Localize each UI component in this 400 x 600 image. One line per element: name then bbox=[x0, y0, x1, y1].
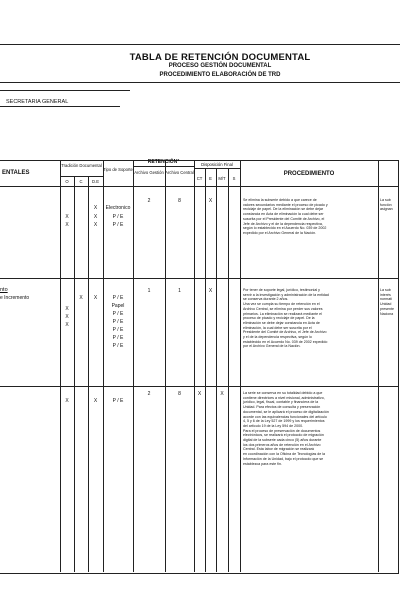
col-c: C bbox=[79, 179, 83, 184]
o-mark: X bbox=[65, 306, 69, 312]
col-o: O bbox=[65, 179, 69, 184]
gestion-years: 2 bbox=[147, 391, 151, 397]
document-title: TABLA DE RETENCIÓN DOCUMENTAL bbox=[129, 52, 311, 63]
col-line bbox=[240, 160, 241, 572]
archivo-gestion-header: Archivo Gestión bbox=[134, 170, 164, 175]
col-de: D.E bbox=[92, 179, 99, 184]
col-s: S bbox=[232, 176, 236, 181]
central-years: 8 bbox=[178, 198, 181, 204]
tradicion-sub-rule bbox=[60, 176, 103, 177]
tradicion-sub-col bbox=[88, 176, 89, 572]
tradicion-header: Tradición Documental bbox=[61, 163, 102, 168]
central-years: 8 bbox=[178, 391, 181, 397]
next-column-text: La sub función asignan bbox=[380, 198, 393, 212]
disposicion-sub-col bbox=[228, 168, 229, 572]
soporte-header: Tipo de Soporte bbox=[103, 167, 133, 172]
soporte-value: P / E bbox=[112, 295, 124, 301]
central-years: 1 bbox=[178, 288, 181, 294]
procedimiento-text: La serie se conserva en su totalidad debido a que contiene directrices a nivel misional, administrativo, jurídico, legal, fiscal, contable y financiera de la Unidad. Para efectos de consulta y preservación documental, se le aplicará el proceso de digitalización acorde con las equivalencias funcionales del artículo 4, 5 y 6 de la Ley 527 de 1999 y los requerimientos del artículo 19 de la Ley 594 de 2000. Para el proceso de preservación de documentos electrónicos, se realizará el protocolo de migración digital de la subserie cada cinco (5) años durante los dos primeros años de retención en el Archivo Central. Esta labor de migración se realizará en coordinación con la Oficina de Tecnologías de la Información de la Unidad, bajo el protocolo que se establezca para este fin. bbox=[243, 391, 329, 466]
c-mark: X bbox=[93, 295, 98, 301]
o-mark: X bbox=[65, 222, 69, 228]
office-name: SECRETARIA GENERAL bbox=[6, 99, 69, 105]
col-e: E bbox=[209, 176, 212, 181]
retencion-sub-rule bbox=[133, 166, 194, 167]
retencion-header: RETENCIÓN* bbox=[147, 159, 180, 165]
o-mark: X bbox=[65, 214, 69, 220]
procedure-subtitle: PROCEDIMIENTO ELABORACIÓN DE TRD bbox=[159, 72, 281, 78]
top-rule bbox=[0, 44, 400, 45]
mt-mark: X bbox=[220, 391, 224, 397]
header-rule bbox=[0, 82, 400, 83]
col-line bbox=[165, 160, 166, 572]
gestion-years: 1 bbox=[147, 288, 151, 294]
de-mark: X bbox=[93, 214, 98, 220]
retencion-sub-col bbox=[133, 166, 134, 186]
de-mark: X bbox=[93, 205, 98, 211]
tradicion-sub-col bbox=[74, 176, 75, 572]
e-mark: X bbox=[208, 288, 213, 294]
archivo-central-header: Archivo Central bbox=[165, 170, 194, 175]
disposicion-sub-rule bbox=[194, 168, 240, 169]
o-mark: X bbox=[65, 322, 69, 328]
col-line bbox=[133, 160, 134, 572]
ct-mark: X bbox=[197, 391, 202, 397]
de-mark: X bbox=[93, 398, 98, 404]
next-column-text: La sub interés normati Unidad presente Naciona bbox=[380, 288, 394, 316]
soporte-value: P / E bbox=[112, 343, 124, 349]
soporte-value: P / E bbox=[112, 311, 124, 317]
series-header: ENTALES bbox=[2, 170, 30, 176]
soporte-value: P / E bbox=[112, 319, 124, 325]
col-ct: CT bbox=[196, 176, 203, 181]
process-subtitle: PROCESO GESTIÓN DOCUMENTAL bbox=[168, 63, 272, 69]
procedimiento-text: Se elimina la subserie debido a que carece de valores secundarios mediante el proceso de picado y reciclaje de papel. De la eliminación se debe dejar constancia en Acta de eliminación la cual debe ser suscrita por el Presidente del Comité de Archivo, el Jefe de Archivo y el de la dependencia respectiva, según lo establecido en el Acuerdo No. 039 de 2002 expedido por el Archivo General de la Nación. bbox=[243, 198, 328, 235]
subserie-name: nto bbox=[0, 287, 8, 293]
soporte-value: P / E bbox=[112, 398, 124, 404]
col-line bbox=[378, 160, 379, 572]
disposicion-sub-col bbox=[216, 168, 217, 572]
header-sub-rule bbox=[0, 90, 130, 91]
procedimiento-text: Por tener de soporte legal, jurídico, testimonial y servir a la investigación y administración de la entidad se conserva durante 2 años. Una vez se cumpla su tiempo de retención en el Archivo Central, se elimina por perder sus valores primarios. La eliminación se realizará mediante el proceso de picado y reciclaje de papel. De la eliminación se debe dejar constancia en Acta de eliminación, la cual debe ser suscrita por el Presidente del Comité de Archivo, el Jefe de Archivo y el de la dependencia respectiva, según lo establecido en el Acuerdo No. 039 de 2002 expedido por el Archivo General de la Nación. bbox=[243, 288, 329, 349]
o-mark: X bbox=[65, 398, 69, 404]
disposicion-header: Disposición Final bbox=[201, 162, 233, 167]
soporte-value: Papel bbox=[111, 303, 125, 309]
soporte-value: Electronico bbox=[105, 205, 131, 211]
soporte-value: P / E bbox=[112, 335, 124, 341]
soporte-value: P / E bbox=[112, 222, 124, 228]
disposicion-sub-col bbox=[205, 168, 206, 572]
de-mark: X bbox=[93, 222, 98, 228]
o-mark: X bbox=[65, 314, 69, 320]
e-mark: X bbox=[208, 198, 213, 204]
subserie-name: e Incremento bbox=[0, 295, 30, 301]
soporte-value: P / E bbox=[112, 214, 124, 220]
office-underline bbox=[0, 106, 120, 107]
gestion-years: 2 bbox=[147, 198, 151, 204]
soporte-value: P / E bbox=[112, 327, 124, 333]
col-mt: M/T bbox=[218, 176, 226, 181]
col-line bbox=[194, 160, 195, 572]
procedimiento-header: PROCEDIMIENTO bbox=[283, 171, 335, 177]
c-mark: X bbox=[79, 295, 83, 301]
